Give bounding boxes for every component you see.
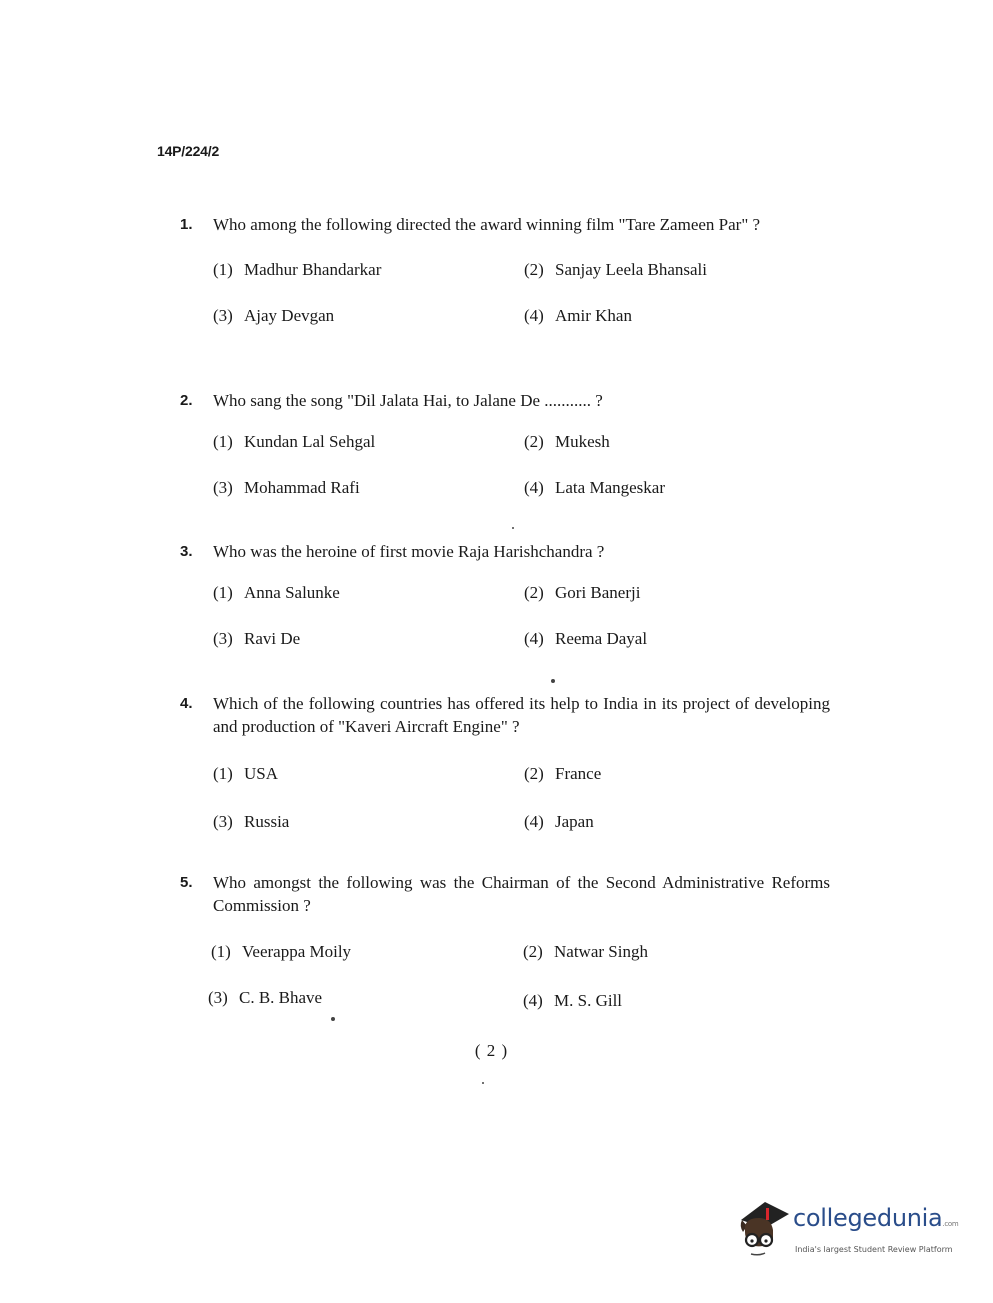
question-text: Who was the heroine of first movie Raja Harishchandra ? bbox=[213, 542, 605, 561]
question-text: Who among the following directed the award winning film "Tare Zameen Par" ? bbox=[213, 215, 761, 234]
option-3: (3) C. B. Bhave bbox=[208, 988, 323, 1007]
option-3: (3) Ajay Devgan bbox=[213, 306, 335, 325]
options bbox=[213, 432, 830, 502]
question-text: Who amongst the following was the Chairman of the Second Administrative Reforms Commission ? bbox=[213, 873, 830, 915]
option-3: (3) Mohammad Rafi bbox=[213, 478, 360, 497]
option-1: (1) Kundan Lal Sehgal bbox=[213, 432, 376, 451]
collegedunia-logo bbox=[735, 1196, 965, 1262]
mascot-icon bbox=[735, 1196, 793, 1262]
options bbox=[213, 260, 830, 330]
option-1: (1) USA bbox=[213, 764, 279, 783]
paper-code: 14P/224/2 bbox=[157, 143, 220, 159]
question-number: 1. bbox=[180, 216, 193, 233]
question-5 bbox=[180, 871, 830, 1012]
option-4: (4) Japan bbox=[524, 812, 594, 831]
question-text: Who sang the song "Dil Jalata Hai, to Jalane De ........... ? bbox=[213, 391, 603, 410]
scan-speck bbox=[551, 679, 555, 683]
page-number: ( 2 ) bbox=[474, 1041, 509, 1060]
logo-tagline: India's largest Student Review Platform bbox=[795, 1245, 953, 1254]
option-4: (4) Lata Mangeskar bbox=[524, 478, 665, 497]
question-2 bbox=[180, 389, 830, 502]
option-2: (2) Gori Banerji bbox=[524, 583, 641, 602]
option-2: (2) France bbox=[524, 764, 602, 783]
option-4: (4) Amir Khan bbox=[524, 306, 632, 325]
scan-speck bbox=[482, 1082, 484, 1084]
question-number: 2. bbox=[180, 392, 193, 409]
option-1: (1) Veerappa Moily bbox=[211, 942, 352, 961]
question-1 bbox=[180, 213, 830, 330]
options bbox=[213, 583, 830, 653]
scan-speck bbox=[331, 1017, 335, 1021]
question-text: Which of the following countries has offered its help to India in its project of developing and production of "Kaveri Aircraft Engine" ? bbox=[213, 694, 830, 736]
option-2: (2) Sanjay Leela Bhansali bbox=[524, 260, 708, 279]
options bbox=[208, 942, 830, 1012]
option-4: (4) Reema Dayal bbox=[524, 629, 648, 648]
option-4: (4) M. S. Gill bbox=[523, 991, 623, 1010]
question-number: 3. bbox=[180, 543, 193, 560]
question-3 bbox=[180, 540, 830, 653]
options bbox=[213, 764, 830, 834]
option-1: (1) Madhur Bhandarkar bbox=[213, 260, 382, 279]
option-3: (3) Russia bbox=[213, 812, 290, 831]
scan-speck bbox=[512, 527, 514, 529]
option-2: (2) Mukesh bbox=[524, 432, 610, 451]
logo-wordmark: collegedunia.com bbox=[793, 1204, 959, 1232]
question-4 bbox=[180, 692, 830, 834]
question-number: 4. bbox=[180, 695, 193, 712]
option-2: (2) Natwar Singh bbox=[523, 942, 648, 961]
option-1: (1) Anna Salunke bbox=[213, 583, 340, 602]
option-3: (3) Ravi De bbox=[213, 629, 301, 648]
question-number: 5. bbox=[180, 874, 193, 891]
